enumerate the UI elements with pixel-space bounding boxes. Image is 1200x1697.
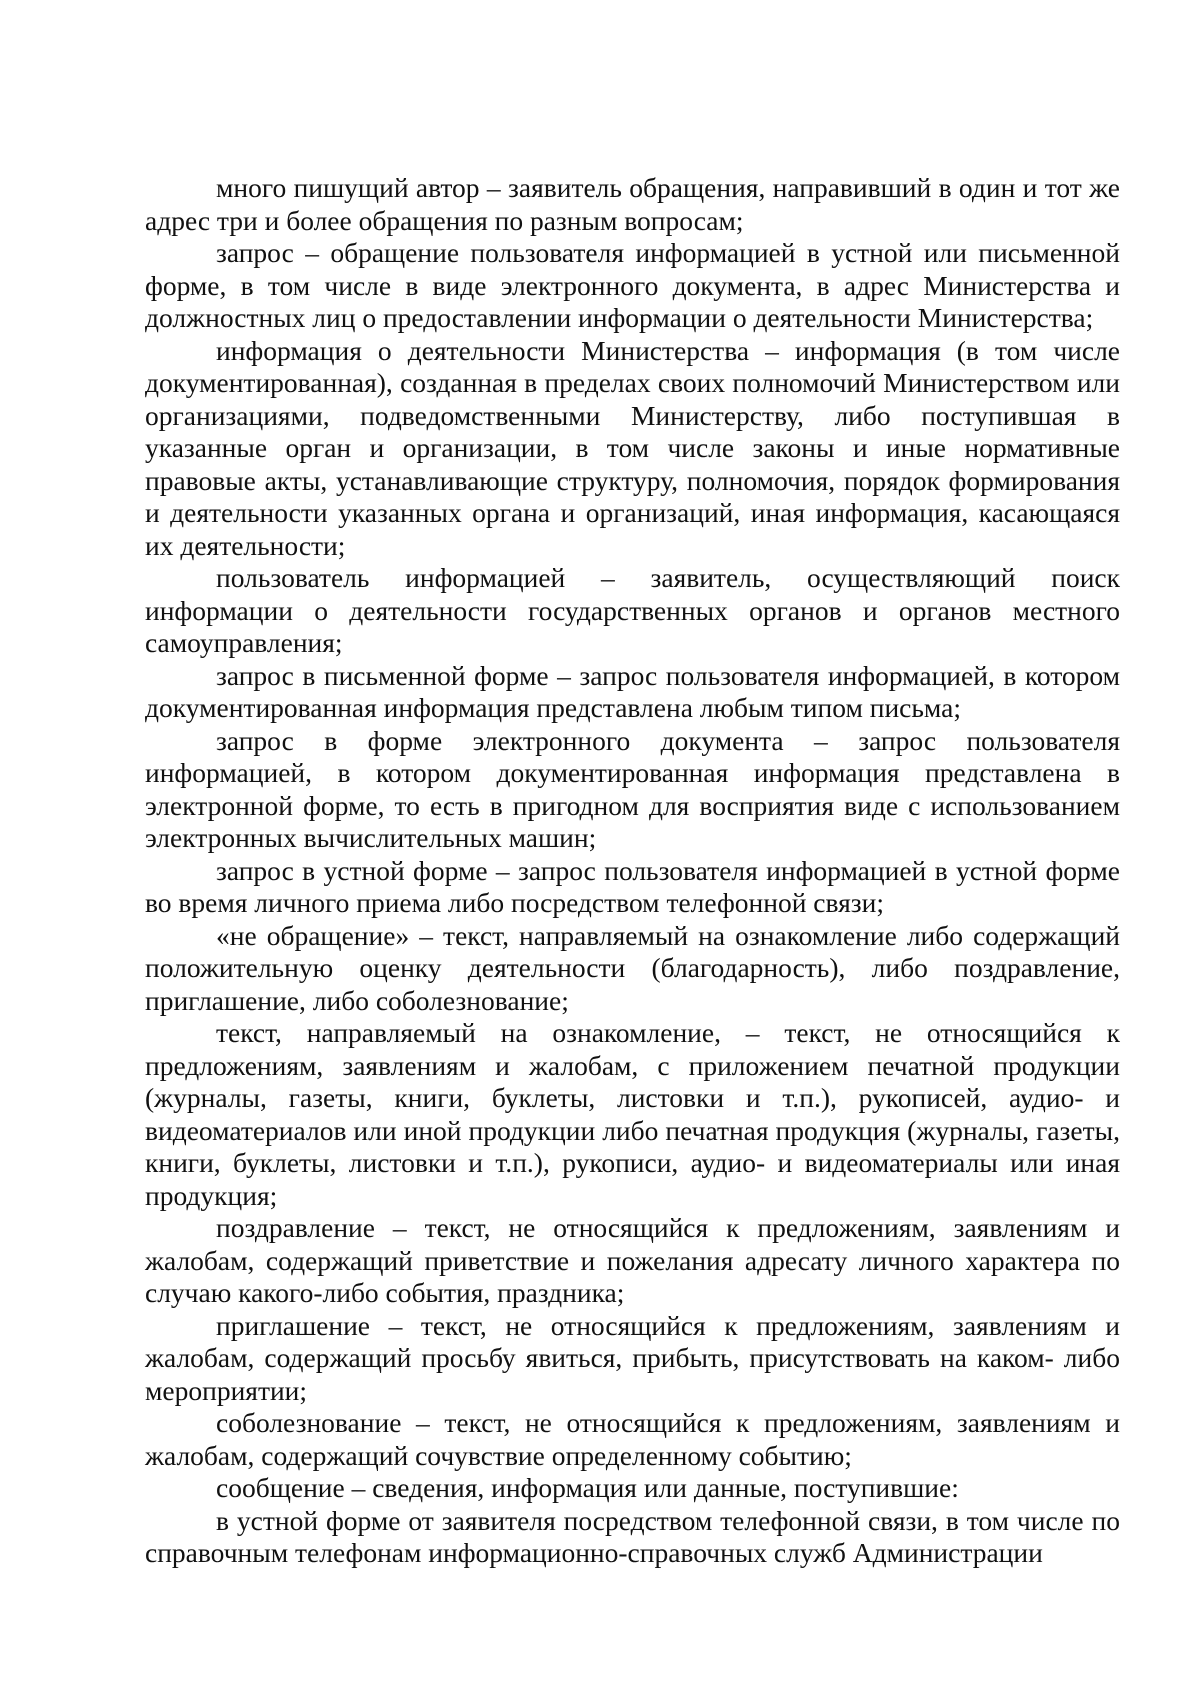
document-body xyxy=(145,172,1120,1570)
paragraph-informational-text: текст, направляемый на ознакомление, – текст, не относящийся к предложениям, заявлениям и жалобам, с приложением печатной продукции (журналы, газеты, книги, буклеты, листовки и т.п.), рукописей, аудио- и видеоматериалов или иной продукции либо печатная продукция (журналы, газеты, книги, буклеты, листовки и т.п.), рукописи, аудио- и видеоматериалы или иная продукция; xyxy=(145,1017,1120,1211)
paragraph-non-appeal: «не обращение» – текст, направляемый на ознакомление либо содержащий положительную оценку деятельности (благодарность), либо поздравление, приглашение, либо соболезнование; xyxy=(145,919,1120,1016)
paragraph-invitation: приглашение – текст, не относящийся к предложениям, заявлениям и жалобам, содержащий просьбу явиться, прибыть, присутствовать на каком- либо мероприятии; xyxy=(145,1309,1120,1406)
paragraph-oral-message: в устной форме от заявителя посредством телефонной связи, в том числе по справочным телефонам информационно-справочных служб Администрации xyxy=(145,1504,1120,1568)
paragraph-electronic-request: запрос в форме электронного документа – запрос пользователя информацией, в котором документированная информация представлена в электронной форме, то есть в пригодном для восприятия виде с использованием электронных вычислительных машин; xyxy=(145,724,1120,853)
paragraph-condolence: соболезнование – текст, не относящийся к предложениям, заявлениям и жалобам, содержащий сочувствие определенному событию; xyxy=(145,1407,1120,1471)
paragraph-congratulation: поздравление – текст, не относящийся к предложениям, заявлениям и жалобам, содержащий приветствие и пожелания адресату личного характера по случаю какого-либо события, праздника; xyxy=(145,1212,1120,1308)
paragraph-written-request: запрос в письменной форме – запрос пользователя информацией, в котором документированная информация представлена любым типом письма; xyxy=(145,659,1120,723)
paragraph-information-user: пользователь информацией – заявитель, осуществляющий поиск информации о деятельности государственных органов и органов местного самоуправления; xyxy=(145,562,1120,658)
paragraph-oral-request: запрос в устной форме – запрос пользователя информацией в устной форме во время личного приема либо посредством телефонной связи; xyxy=(145,854,1120,918)
paragraph-prolific-author: много пишущий автор – заявитель обращения, направивший в один и тот же адрес три и более обращения по разным вопросам; xyxy=(145,172,1120,236)
paragraph-request: запрос – обращение пользователя информацией в устной или письменной форме, в том числе в виде электронного документа, в адрес Министерства и должностных лиц о предоставлении информации о деятельности Министерства; xyxy=(145,237,1120,333)
paragraph-ministry-information: информация о деятельности Министерства – информация (в том числе документированная), созданная в пределах своих полномочий Министерством или организациями, подведомственными Министерству, либо поступившая в указанные орган и организации, в том числе законы и иные нормативные правовые акты, устанавливающие структуру, полномочия, порядок формирования и деятельности указанных органа и организаций, иная информация, касающаяся их деятельности; xyxy=(145,334,1120,561)
paragraph-message: сообщение – сведения, информация или данные, поступившие: xyxy=(216,1472,959,1503)
